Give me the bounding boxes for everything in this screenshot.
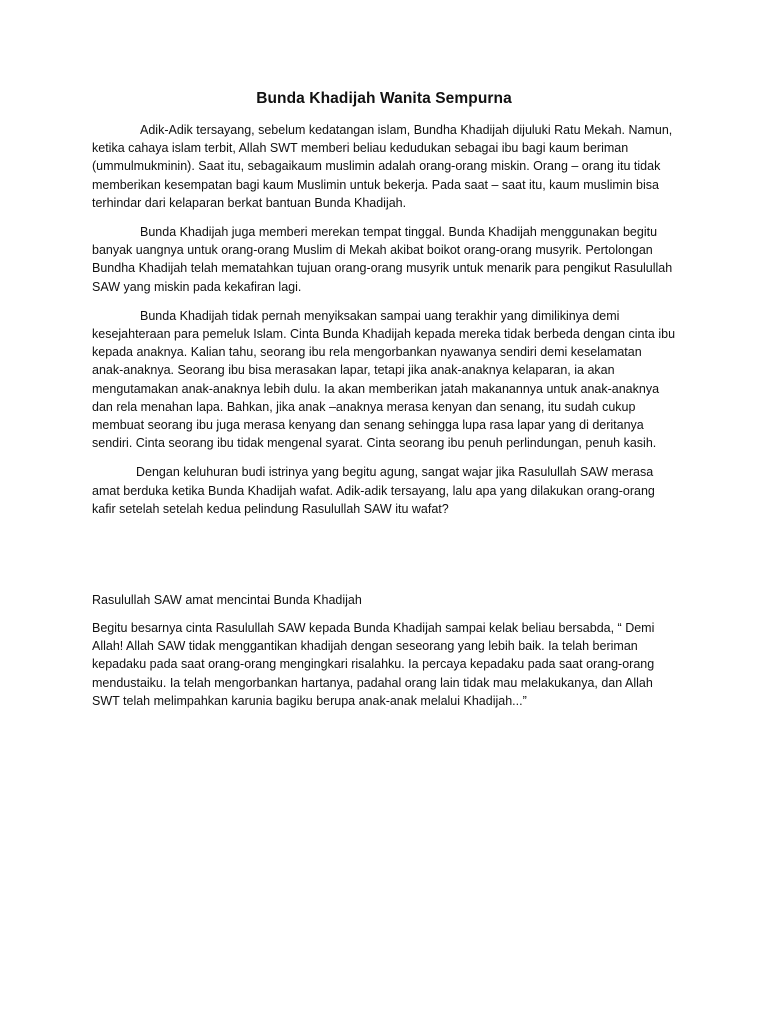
- paragraph-2: Bunda Khadijah juga memberi merekan tempat tinggal. Bunda Khadijah menggunakan begitu banyak uangnya untuk orang-orang Muslim di Mekah akibat boikot orang-orang musyrik. Pertolongan Bundha Khadijah telah mematahkan tujuan orang-orang musyrik untuk menarik para pengikut Rasulullah SAW yang miskin pada kekafiran lagi.: [92, 225, 673, 294]
- paragraph-1: Adik-Adik tersayang, sebelum kedatangan islam, Bundha Khadijah dijuluki Ratu Mekah. Namun, ketika cahaya islam terbit, Allah SWT memberi beliau kedudukan sebagai ibu bagi kaum beriman (ummulmukminin). Saat itu, sebagaikaum muslimin adalah orang-orang miskin. Orang – orang itu tidak memberikan kesempatan bagi kaum Muslimin untuk bekerja. Pada saat – saat itu, kaum muslimin bisa terhindar dari kelaparan berkat bantuan Bunda Khadijah.: [92, 123, 673, 210]
- document-body: [92, 89, 676, 721]
- section-paragraph: Begitu besarnya cinta Rasulullah SAW kepada Bunda Khadijah sampai kelak beliau bersabda, “ Demi Allah! Allah SAW tidak menggantikan khadijah dengan seseorang yang lebih baik. Ia telah beriman kepadaku pada saat orang-orang mengingkari risalahku. Ia percaya kepadaku pada saat orang-orang mendustaiku. Ia telah mengorbankan hartanya, padahal orang lain tidak mau melakukanya, dan Allah SWT telah melimpahkan karunia bagiku berupa anak-anak melalui Khadijah...”: [92, 621, 655, 708]
- paragraph-4: Dengan keluhuran budi istrinya yang begitu agung, sangat wajar jika Rasulullah SAW merasa amat berduka ketika Bunda Khadijah wafat. Adik-adik tersayang, lalu apa yang dilakukan orang-orang kafir setelah setelah kedua pelindung Rasulullah SAW itu wafat?: [92, 465, 655, 516]
- document-title: Bunda Khadijah Wanita Sempurna: [256, 90, 512, 107]
- section-spacer: [92, 529, 676, 591]
- paragraph-3: Bunda Khadijah tidak pernah menyiksakan sampai uang terakhir yang dimilikinya demi kesejahteraan para pemeluk Islam. Cinta Bunda Khadijah kepada mereka tidak berbeda dengan cinta ibu kepada anaknya. Kalian tahu, seorang ibu rela mengorbankan nyawanya sendiri demi keselamatan anak-anaknya. Seorang ibu bisa merasakan lapar, tetapi jika anak-anaknya kelaparan, ia akan mengutamakan anak-anaknya lebih dulu. Ia akan memberikan jatah makanannya untuk anak-anaknya dan rela menahan lapa. Bahkan, jika anak –anaknya merasa kenyan dan senang, itu sudah cukup membuat seorang ibu juga merasa kenyang dan senang sehingga lupa rasa lapar yang di deritanya sendiri. Cinta seorang ibu tidak mengenal syarat. Cinta seorang ibu penuh perlindungan, penuh kasih.: [92, 308, 676, 451]
- section-heading: Rasulullah SAW amat mencintai Bunda Khadijah: [92, 593, 362, 608]
